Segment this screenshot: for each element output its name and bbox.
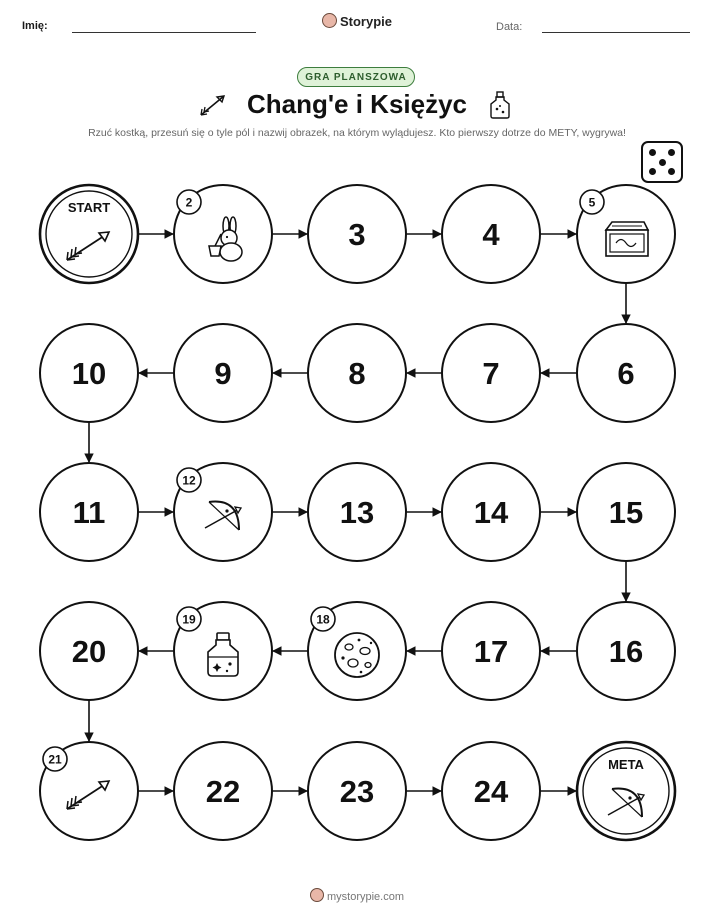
space-number: 23 [339,774,375,809]
board-space-14[interactable] [442,463,540,561]
board-space-12[interactable] [174,463,272,561]
space-number-badge: 12 [182,473,196,488]
chest-icon [606,222,648,256]
space-number: 6 [617,356,635,391]
board-space-10[interactable] [40,324,138,422]
date-label: Data: [496,21,523,33]
footer[interactable] [0,888,714,903]
space-number: 13 [339,495,375,530]
space-number-badge: 18 [316,612,330,627]
page-title: Chang'e i Księżyc [246,89,468,119]
moon-icon [335,633,379,677]
space-number: 7 [482,356,500,391]
space-number: 17 [473,634,509,669]
board-space-4[interactable] [442,185,540,283]
board-space-20[interactable] [40,602,138,700]
board-space-9[interactable] [174,324,272,422]
space-number-badge: 21 [48,752,62,767]
board-space-5[interactable] [577,185,675,283]
board-space-25[interactable] [577,742,675,840]
board-space-19[interactable] [174,602,272,700]
start-label: START [67,200,111,215]
board-space-2[interactable] [174,185,272,283]
board-space-1[interactable] [40,185,138,283]
game-type-badge: GRA PLANSZOWA [297,67,415,87]
board-space-8[interactable] [308,324,406,422]
space-number: 15 [608,495,644,530]
board-space-22[interactable] [174,742,272,840]
space-number: 3 [348,217,366,252]
space-number: 11 [72,495,106,530]
space-number: 4 [482,217,500,252]
space-number: 14 [473,495,509,530]
board-space-15[interactable] [577,463,675,561]
board-space-13[interactable] [308,463,406,561]
space-number-badge: 19 [182,612,196,627]
brand-name: Storypie [339,14,392,29]
board-space-23[interactable] [308,742,406,840]
board-space-11[interactable] [40,463,138,561]
space-number-badge: 2 [185,195,193,210]
storypie-logo-icon [310,888,324,902]
name-label: Imię: [22,20,48,32]
space-number: 9 [214,356,232,391]
finish-label: META [608,757,644,772]
board-space-7[interactable] [442,324,540,422]
space-number: 10 [71,356,107,391]
instructions: Rzuć kostką, przesuń się o tyle pól i nazwij obrazek, na którym wylądujesz. Kto pierwszy dotrze do METY, wygrywa! [88,127,626,139]
space-number: 16 [608,634,644,669]
board-space-16[interactable] [577,602,675,700]
board-space-18[interactable] [308,602,406,700]
board-space-3[interactable] [308,185,406,283]
board-space-17[interactable] [442,602,540,700]
space-number-badge: 5 [588,195,596,210]
space-number: 8 [348,356,366,391]
space-number: 20 [71,634,107,669]
space-number: 24 [473,774,509,809]
space-number: 22 [205,774,241,809]
board-space-24[interactable] [442,742,540,840]
board-space-6[interactable] [577,324,675,422]
footer-url: mystorypie.com [326,891,405,903]
board-space-21[interactable] [40,742,138,840]
